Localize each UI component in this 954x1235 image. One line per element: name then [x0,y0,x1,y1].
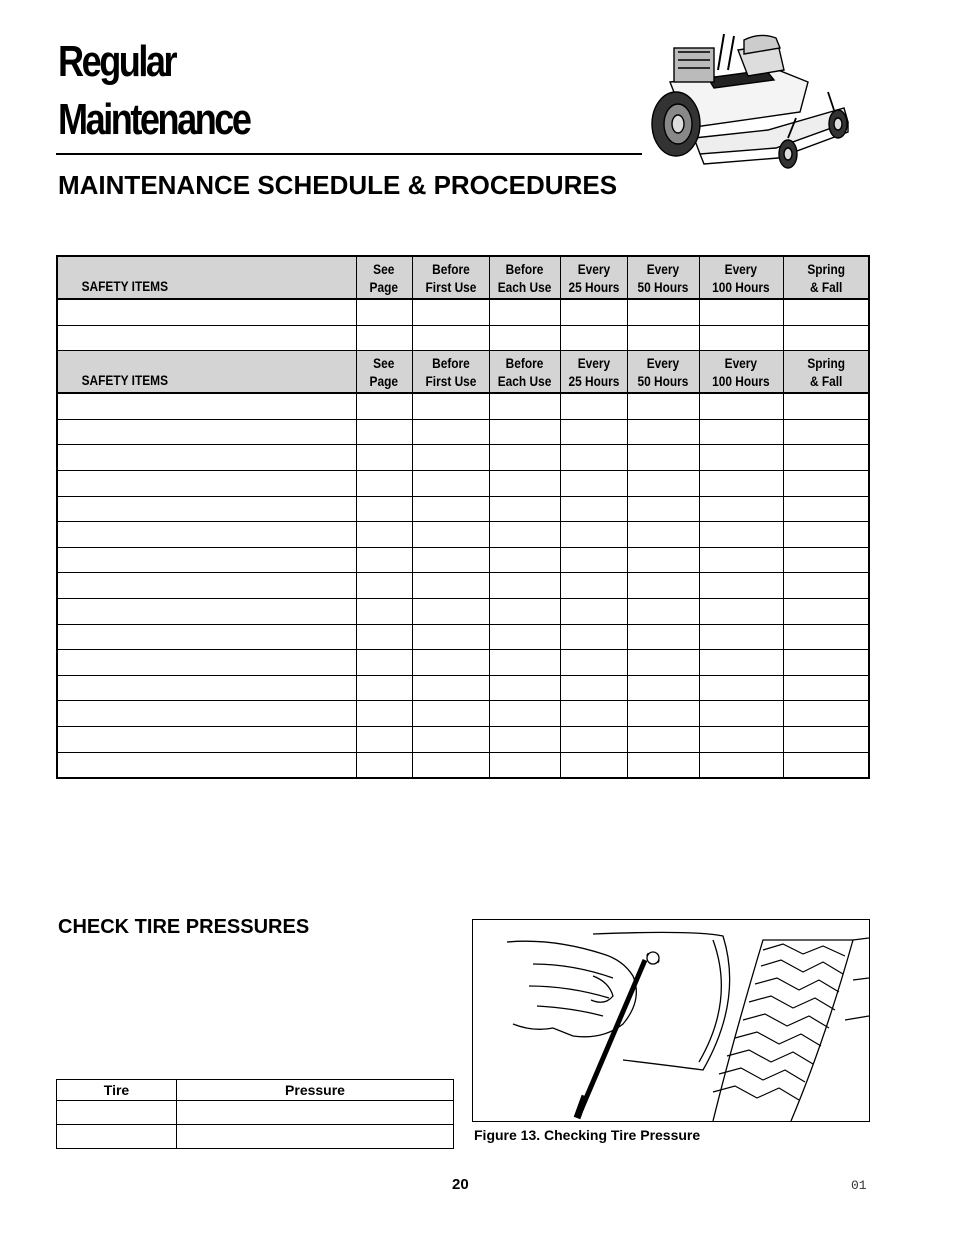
table-cell [489,299,560,325]
table-cell [699,726,783,752]
table-cell [356,496,412,522]
schedule-column-header: Every 100 Hours [699,257,783,299]
table-cell [489,701,560,727]
table-cell [627,726,699,752]
table-cell [489,598,560,624]
table-cell [412,675,489,701]
table-cell [356,624,412,650]
figure-13-box [472,919,870,1122]
schedule-column-header: Spring & Fall [783,257,868,299]
safety-items-header: SAFETY ITEMS [58,351,356,394]
table-cell [783,598,868,624]
table-row [58,701,868,727]
table-row [58,624,868,650]
table-cell [489,470,560,496]
table-cell [356,547,412,573]
schedule-column-header: Before Each Use [489,257,560,299]
table-cell [560,650,627,676]
table-cell [560,445,627,471]
table-cell [627,522,699,548]
table-cell [58,573,356,599]
table-cell [627,419,699,445]
table-cell [412,393,489,419]
page-title-line2: Maintenance [58,95,250,144]
table-cell [412,496,489,522]
tire-section-title: CHECK TIRE PRESSURES [58,916,310,938]
table-cell [560,522,627,548]
table-cell [356,752,412,777]
table-cell [489,419,560,445]
table-cell [783,445,868,471]
table-cell [58,299,356,325]
table-cell [489,675,560,701]
table-cell [58,624,356,650]
table-cell [783,650,868,676]
table-cell [356,299,412,325]
table-row [58,573,868,599]
table-cell [356,573,412,599]
table-cell [627,701,699,727]
table-row [58,598,868,624]
tire-column-header: Tire [57,1080,177,1101]
table-cell [489,573,560,599]
table-cell [783,547,868,573]
table-row [58,299,868,325]
table-cell [627,547,699,573]
table-cell [783,701,868,727]
table-cell [489,650,560,676]
table-cell [412,573,489,599]
table-cell [177,1101,454,1125]
table-cell [560,419,627,445]
table-cell [627,393,699,419]
schedule-column-header: Every 25 Hours [560,257,627,299]
table-cell [489,726,560,752]
page-title-line1: Regular [58,37,176,86]
table-cell [57,1125,177,1149]
table-cell [560,573,627,599]
table-cell [489,325,560,351]
table-cell [783,299,868,325]
schedule-column-header: Spring & Fall [783,351,868,394]
table-cell [560,598,627,624]
table-cell [627,445,699,471]
table-cell [356,650,412,676]
table-cell [783,624,868,650]
maintenance-schedule-table [56,255,870,779]
table-cell [627,573,699,599]
table-cell [699,752,783,777]
table-cell [356,675,412,701]
table-cell [489,624,560,650]
table-row [58,726,868,752]
table-cell [783,522,868,548]
section-title: MAINTENANCE SCHEDULE & PROCEDURES [58,170,618,200]
table-cell [412,650,489,676]
table-cell [356,325,412,351]
table-cell [57,1101,177,1125]
table-cell [560,496,627,522]
table-cell [412,726,489,752]
table-cell [699,419,783,445]
table-cell [58,496,356,522]
table-cell [489,547,560,573]
tire-pressure-gauge-illustration-icon [473,920,869,1121]
table-cell [627,496,699,522]
safety-items-header: SAFETY ITEMS [58,257,356,299]
table-cell [177,1125,454,1149]
table-row [58,522,868,548]
schedule-column-header: See Page [356,351,412,394]
table-cell [58,547,356,573]
page-number: 20 [452,1176,469,1193]
table-cell [412,624,489,650]
table-cell [489,752,560,777]
table-cell [560,470,627,496]
table-cell [58,470,356,496]
table-cell [412,419,489,445]
table-cell [412,752,489,777]
table-cell [356,445,412,471]
table-cell [699,522,783,548]
tire-row [57,1101,454,1125]
table-cell [356,701,412,727]
revision-code: 01 [851,1178,867,1193]
schedule-column-header: Before First Use [412,351,489,394]
title-divider [56,153,642,155]
table-cell [627,470,699,496]
table-cell [560,547,627,573]
table-row [58,675,868,701]
table-row [58,752,868,777]
table-cell [412,547,489,573]
table-cell [783,419,868,445]
table-cell [699,598,783,624]
table-cell [58,522,356,548]
table-cell [783,393,868,419]
table-cell [58,752,356,777]
table-cell [58,675,356,701]
table-cell [560,299,627,325]
table-cell [560,752,627,777]
table-cell [58,445,356,471]
table-cell [699,624,783,650]
schedule-column-header: See Page [356,257,412,299]
table-cell [356,522,412,548]
table-cell [699,496,783,522]
table-cell [699,445,783,471]
table-cell [783,675,868,701]
table-cell [412,325,489,351]
table-cell [627,675,699,701]
table-cell [356,419,412,445]
table-cell [699,573,783,599]
table-row [58,325,868,351]
table-cell [560,325,627,351]
table-cell [58,325,356,351]
schedule-column-header: Every 50 Hours [627,257,699,299]
table-cell [412,598,489,624]
table-cell [58,701,356,727]
table-cell [560,393,627,419]
table-cell [783,496,868,522]
table-cell [356,726,412,752]
table-row [58,470,868,496]
schedule-column-header: Before Each Use [489,351,560,394]
table-row [58,547,868,573]
table-cell [627,598,699,624]
table-cell [627,650,699,676]
table-cell [560,701,627,727]
schedule-header-row [58,257,868,299]
table-cell [356,393,412,419]
table-cell [58,726,356,752]
table-cell [560,624,627,650]
table-cell [699,701,783,727]
table-cell [699,547,783,573]
mower-illustration-icon [648,30,854,172]
table-cell [783,325,868,351]
table-cell [627,325,699,351]
table-cell [489,393,560,419]
table-cell [489,496,560,522]
table-cell [627,752,699,777]
table-row [58,419,868,445]
table-cell [58,393,356,419]
tire-row [57,1125,454,1149]
table-row [58,393,868,419]
table-cell [627,624,699,650]
table-row [58,650,868,676]
schedule-header-row [58,351,868,394]
table-cell [489,445,560,471]
table-cell [412,470,489,496]
table-cell [560,675,627,701]
figure-caption: Figure 13. Checking Tire Pressure [474,1127,701,1143]
pressure-column-header: Pressure [177,1080,454,1101]
table-cell [412,522,489,548]
table-cell [412,299,489,325]
table-cell [560,726,627,752]
table-cell [356,598,412,624]
table-cell [783,726,868,752]
table-cell [356,470,412,496]
schedule-column-header: Every 25 Hours [560,351,627,394]
table-cell [699,325,783,351]
schedule-column-header: Before First Use [412,257,489,299]
schedule-column-header: Every 100 Hours [699,351,783,394]
table-cell [699,650,783,676]
table-cell [58,419,356,445]
table-cell [699,299,783,325]
schedule-column-header: Every 50 Hours [627,351,699,394]
table-cell [412,701,489,727]
table-cell [699,393,783,419]
table-cell [58,598,356,624]
table-cell [699,675,783,701]
table-cell [412,445,489,471]
table-row [58,445,868,471]
table-cell [58,650,356,676]
table-row [58,496,868,522]
table-cell [783,470,868,496]
table-cell [489,522,560,548]
table-cell [783,573,868,599]
table-cell [783,752,868,777]
tire-pressure-table [56,1079,454,1149]
table-cell [627,299,699,325]
table-cell [699,470,783,496]
